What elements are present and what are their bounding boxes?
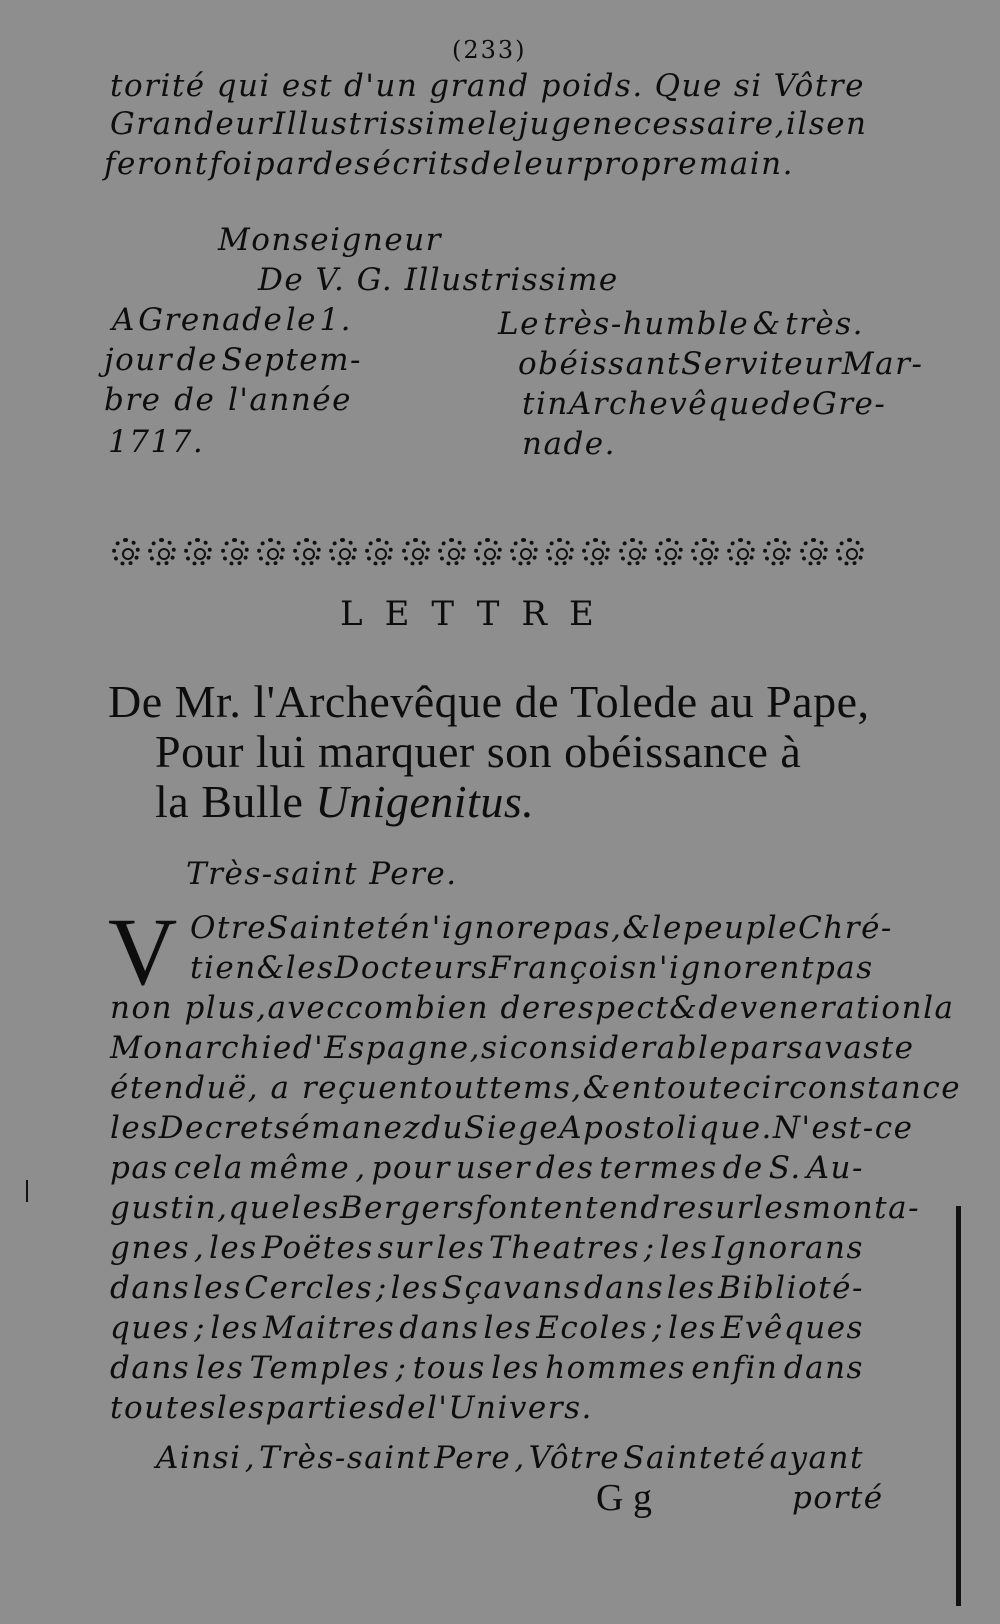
rosette-ornament-icon [184,538,212,566]
intro-word: grand [429,68,530,104]
rosette-ornament-icon [546,538,574,566]
rosette-ornament-icon [221,538,249,566]
body-word: , [469,1030,482,1066]
signature-word: Archevêque [568,386,771,422]
body-word: Bergers [339,1190,476,1226]
body-word: Decrets [158,1110,292,1146]
signature-line [498,306,864,342]
drop-cap: V [108,898,178,1005]
rosette-ornament-icon [474,538,502,566]
body-word: de [385,1390,427,1426]
intro-word: Illustrissime [273,106,488,142]
closing-word: Sainteté [623,1440,767,1476]
body-word: François [488,950,638,986]
scan-speck [26,1180,28,1202]
body-word: avec [267,990,346,1026]
body-word: Temples [249,1350,391,1386]
rosette-ornament-icon [763,538,791,566]
body-word: les [390,1270,440,1306]
rosette-ornament-icon [836,538,864,566]
body-word: ; [643,1230,656,1266]
place-date-line [104,382,352,418]
intro-word: d'un [343,68,419,104]
closing-line [156,1440,864,1476]
intro-line [110,68,865,104]
intro-word: Vôtre [773,68,865,104]
body-line [110,1070,962,1106]
body-word: Biblioté- [718,1270,864,1306]
signature-word: très-humble [543,306,750,342]
intro-word: est [281,68,334,104]
rosette-ornament-icon [112,538,140,566]
body-word: pour [371,1150,451,1186]
body-word: émanez [291,1110,422,1146]
body-word: cela [173,1150,244,1186]
place-date-word: jour [104,342,174,378]
body-word: en [378,1070,420,1106]
signature-mark: G g [596,1477,652,1519]
body-word: & [256,950,286,986]
rosette-ornament-icon [293,538,321,566]
body-word: n'ignore [410,910,553,946]
body-word: les [209,1230,258,1266]
body-word: les [195,1350,245,1386]
body-word: dans [399,1310,480,1346]
signature-line [522,426,616,462]
intro-word: propre [582,146,699,182]
rosette-ornament-icon [619,538,647,566]
body-word: l'Univers. [426,1390,593,1426]
body-word: les [491,1350,540,1386]
body-word: , [217,1190,229,1226]
body-word: tous [412,1350,486,1386]
body-word: ; [375,1270,388,1306]
intro-word: de [471,146,513,182]
body-word: Chré- [798,910,893,946]
body-line [110,1030,915,1066]
body-word: non plus, [110,990,268,1026]
body-line [110,1110,914,1146]
body-word: les [752,1190,802,1226]
rosette-ornament-icon [148,538,176,566]
intro-word: poids. [540,68,644,104]
body-word: S. [768,1150,802,1186]
body-line [110,990,955,1026]
body-word: par [729,1030,787,1066]
body-word: , a reçu [247,1070,379,1106]
body-word: peuple [682,910,799,946]
body-word: Ignorans [711,1230,864,1266]
body-word: toute [653,1070,743,1106]
body-word: Ecoles [536,1310,649,1346]
body-word: toutes [110,1390,217,1426]
signature-word: Le [498,306,540,342]
signature-word: très. [785,306,864,342]
rosette-ornament-icon [438,538,466,566]
rosette-ornament-icon [727,538,755,566]
intro-word: , [774,106,786,142]
body-word: les [216,1390,266,1426]
body-word: termes [599,1150,718,1186]
body-word: veneration [739,990,924,1026]
body-line [110,1230,864,1266]
page-number: (233) [452,36,527,64]
signature-word: de [770,386,812,422]
body-word: , [571,1070,583,1106]
body-word: font [475,1190,544,1226]
body-word: les [291,1190,340,1226]
intro-word: des [313,146,372,182]
body-word: de [722,1150,764,1186]
body-word: n'ignorent [637,950,815,986]
title-italic-word: Unigenitus. [315,776,535,827]
body-word: monta- [801,1190,921,1226]
closing-word: Vôtre [528,1440,621,1476]
signature-word: Serviteur [681,346,842,382]
body-word: ; [194,1310,207,1346]
body-word: les [285,950,335,986]
signature-word: nade. [522,426,616,462]
place-date-word: de [174,382,216,418]
body-word: Poëtes [261,1230,374,1266]
body-word: Otre [190,910,268,946]
body-word: Evêques [720,1310,864,1346]
body-line [110,1150,864,1186]
title-line-text: la Bulle [155,776,316,827]
rosette-ornament-icon [655,538,683,566]
body-word: gustin [110,1190,218,1226]
salutation-line-2: De V. G. Illustrissime [258,262,619,298]
body-word: vaste [824,1030,915,1066]
body-word: les [210,1310,259,1346]
closing-word: Ainsi [156,1440,242,1476]
place-date-word: Grenade [138,302,284,338]
body-word: , [355,1150,367,1186]
body-word: pas [110,1150,169,1186]
intro-word: en [826,106,868,142]
rosette-ornament-icon [402,538,430,566]
scan-edge-mark [956,1206,961,1606]
signature-word: Gre- [811,386,887,422]
body-word: & [622,910,652,946]
body-word: sa [786,1030,825,1066]
body-word: hommes [545,1350,686,1386]
body-word: dans [583,1270,665,1306]
signature-word: obéissant [518,346,681,382]
place-date-line [104,342,362,378]
greeting: Très-saint Pere. [186,856,458,892]
intro-word: foi [209,146,255,182]
body-word: tems [489,1070,572,1106]
intro-word: le [487,106,519,142]
body-word: dans [783,1350,864,1386]
body-word: des [535,1150,595,1186]
ornament-band [112,534,864,570]
body-word: & [582,1070,612,1106]
intro-word: par [254,146,313,182]
closing-word: ayant [769,1440,864,1476]
rosette-ornament-icon [329,538,357,566]
body-word: pas [814,950,874,986]
signature-line [522,386,887,422]
body-word: pas [552,910,612,946]
body-line [110,1310,864,1346]
body-word: ques [110,1310,191,1346]
body-line [110,1270,864,1306]
place-date-line [112,302,352,338]
body-word: du [421,1110,464,1146]
body-word: , [611,910,623,946]
body-word: tien [190,950,257,986]
body-line [190,950,874,986]
body-word: que [228,1190,292,1226]
body-word: la [923,990,955,1026]
body-word: parties [265,1390,386,1426]
body-word: Docteurs [334,950,489,986]
body-word: les [666,1270,716,1306]
title-line-text: De Mr. l'Archevêque de Tolede au Pape, [108,676,870,727]
closing-word: Très-saint [259,1440,432,1476]
body-word: les [483,1310,533,1346]
body-line [110,1190,921,1226]
catchword: porté [792,1480,884,1516]
body-word: sur [697,1190,753,1226]
body-word: N'est-ce [772,1110,914,1146]
body-word: les [110,1110,159,1146]
intro-word: necessaire [592,106,775,142]
body-word: combien de [345,990,542,1026]
body-word: Apostolique. [559,1110,773,1146]
salutation-line-1: Monseigneur [218,222,442,258]
rosette-ornament-icon [582,538,610,566]
body-word: Theatres [489,1230,641,1266]
title-line [108,675,870,728]
place-date-word: Septem- [221,342,362,378]
rosette-ornament-icon [691,538,719,566]
title-line [155,775,534,828]
body-word: dans [110,1350,191,1386]
intro-word: juge [518,106,593,142]
rosette-ornament-icon [800,538,828,566]
body-line [110,1390,593,1426]
body-word: si [481,1030,510,1066]
letter-heading: LETTRE [340,594,616,634]
intro-word: qui [216,68,271,104]
body-line [190,910,893,946]
body-word: ; [652,1310,665,1346]
body-word: enfin [691,1350,779,1386]
closing-word: Pere [434,1440,512,1476]
body-line [110,1350,864,1386]
body-word: les [659,1230,709,1266]
body-word: Sçavans [441,1270,582,1306]
body-word: même [248,1150,351,1186]
intro-word: Que [654,68,723,104]
body-word: & [669,990,699,1026]
intro-word: si [733,68,763,104]
body-word: Maitres [262,1310,396,1346]
place-date-line [108,424,204,460]
place-date-word: 1. [319,302,352,338]
rosette-ornament-icon [365,538,393,566]
title-line [155,725,801,778]
body-word: les [192,1270,242,1306]
intro-word: écrits [372,146,471,182]
intro-line [110,106,868,142]
body-word: gnes [110,1230,191,1266]
place-date-word: 1717. [108,424,205,460]
intro-word: Grandeur [110,106,274,142]
body-word: Monarchie [110,1030,293,1066]
signature-word: Mar- [841,346,924,382]
body-word: respect [541,990,670,1026]
intro-word: main. [698,146,794,182]
body-word: Siege [463,1110,560,1146]
body-word: user [455,1150,531,1186]
body-word: considerable [509,1030,730,1066]
signature-line [518,346,924,382]
title-line-text: Pour lui marquer son obéissance à [155,726,802,777]
intro-word: torité [110,68,206,104]
body-word: Cercles [244,1270,374,1306]
body-word: circonstance [742,1070,962,1106]
body-word: les [668,1310,717,1346]
rosette-ornament-icon [257,538,285,566]
intro-line [104,146,794,182]
place-date-word: de [176,342,218,378]
closing-word: , [514,1440,526,1476]
place-date-word: l'année [227,382,352,418]
intro-word: ils [785,106,827,142]
body-word: Sainteté [267,910,411,946]
body-word: , [193,1230,206,1266]
body-word: de [698,990,740,1026]
signature-word: tin [522,386,569,422]
signature-word: & [752,306,782,342]
rosette-ornament-icon [510,538,538,566]
body-word: les [436,1230,486,1266]
body-word: le [651,910,683,946]
body-word: entendre [543,1190,698,1226]
body-word: ; [395,1350,408,1386]
place-date-word: A [112,302,136,338]
body-word: étenduë [110,1070,248,1106]
body-word: sur [377,1230,433,1266]
body-word: dans [110,1270,191,1306]
body-word: tout [419,1070,490,1106]
body-word: Au- [806,1150,864,1186]
body-word: d'Espagne [292,1030,470,1066]
intro-word: leur [512,146,583,182]
closing-word: , [244,1440,257,1476]
place-date-word: bre [104,382,162,418]
intro-word: feront [104,146,209,182]
body-word: en [611,1070,654,1106]
place-date-word: le [285,302,318,338]
